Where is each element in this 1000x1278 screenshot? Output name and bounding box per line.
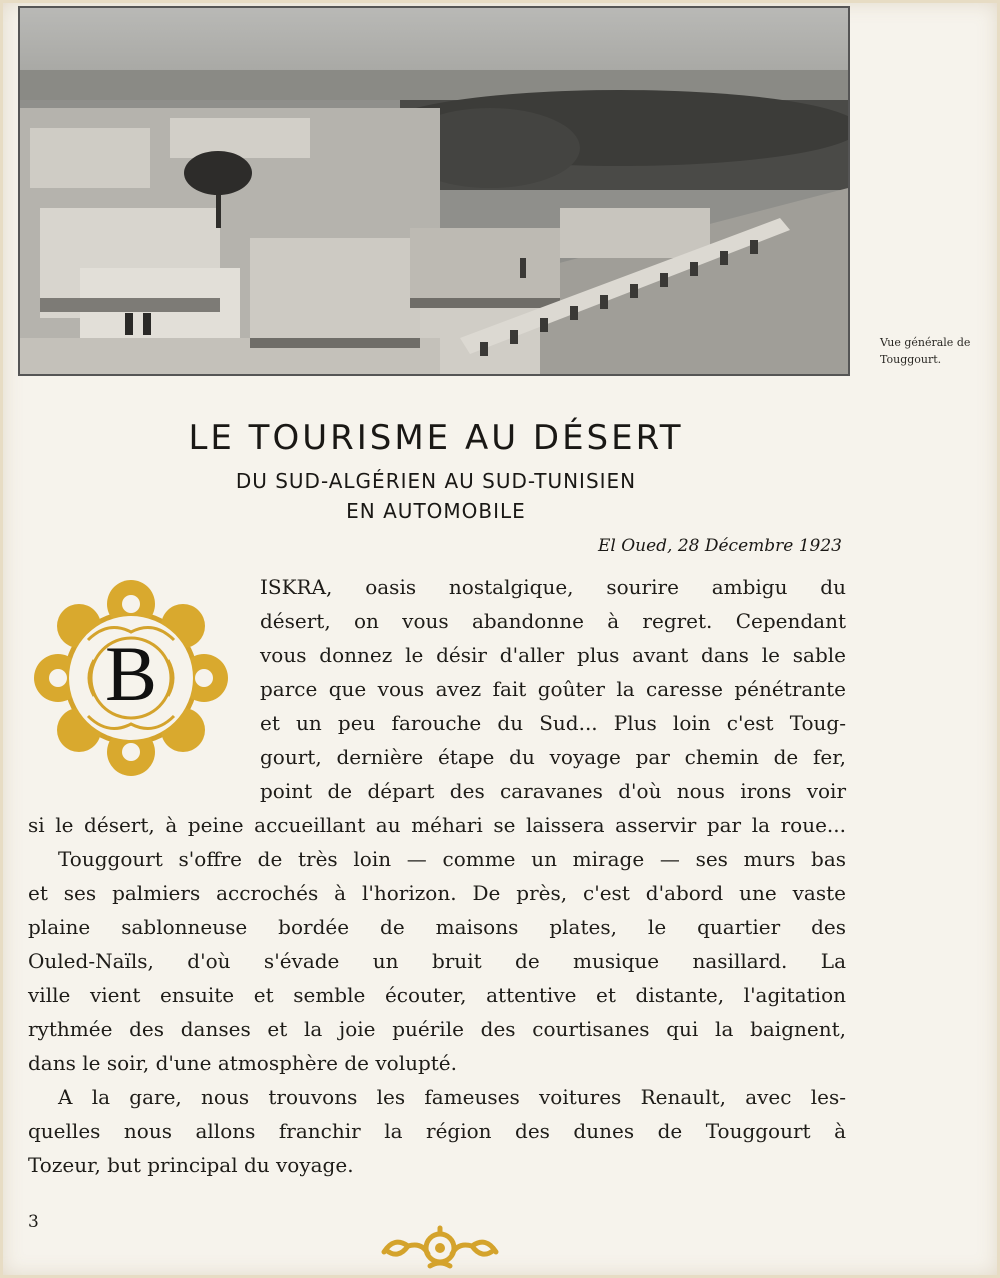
body-line: vous donnez le désir d'aller plus avant dans le sable [260, 643, 846, 667]
body-line: et un peu farouche du Sud... Plus loin c'est Toug- [260, 711, 846, 735]
photo-touggourt-town-icon [18, 6, 850, 376]
body-line: rythmée des danses et la joie puérile des courtisanes qui la baignent, [28, 1017, 846, 1041]
body-line: si le désert, à peine accueillant au méhari se laissera asservir par la roue... [28, 813, 846, 837]
body-line: Ouled-Naïls, d'où s'évade un bruit de musique nasillard. La [28, 949, 846, 973]
body-line: et ses palmiers accrochés à l'horizon. De près, c'est d'abord une vaste [28, 881, 846, 905]
body-line: parce que vous avez fait goûter la caresse pénétrante [260, 677, 846, 701]
body-line: A la gare, nous trouvons les fameuses voitures Renault, avec les- [58, 1085, 846, 1109]
subtitle-line-1: DU SUD-ALGÉRIEN AU SUD-TUNISIEN [235, 469, 637, 493]
article-subtitle [80, 466, 792, 526]
paragraph-1 [28, 570, 846, 842]
subtitle-line-2: EN AUTOMOBILE [346, 499, 526, 523]
photo-caption: Vue générale de Touggourt. [880, 336, 971, 366]
body-line: quelles nous allons franchir la région des dunes de Touggourt à [28, 1119, 846, 1143]
page-number: 3 [28, 1212, 39, 1232]
body-line: gourt, dernière étape du voyage par chemin de fer, [260, 745, 846, 769]
body-line: ville vient ensuite et semble écouter, attentive et distante, l'agitation [28, 983, 846, 1007]
body-line: ISKRA, oasis nostalgique, sourire ambigu du [260, 575, 846, 599]
body-line: Tozeur, but principal du voyage. [28, 1153, 354, 1177]
footer-ornament-icon [378, 1222, 502, 1272]
body-line: Touggourt s'offre de très loin — comme un mirage — ses murs bas [58, 847, 846, 871]
body-line: dans le soir, d'une atmosphère de volupté. [28, 1051, 458, 1075]
body-line: point de départ des caravanes d'où nous irons voir [260, 779, 846, 803]
article-body [28, 570, 846, 1182]
article-title: LE TOURISME AU DÉSERT [188, 418, 684, 458]
dateline: El Oued, 28 Décembre 1923 [597, 536, 842, 556]
body-line: plaine sablonneuse bordée de maisons plates, le quartier des [28, 915, 846, 939]
dropcap-letter: B [104, 630, 158, 717]
paragraph-3 [28, 1080, 846, 1182]
body-line: désert, on vous abandonne à regret. Cependant [260, 609, 846, 633]
paragraph-2 [28, 842, 846, 1080]
